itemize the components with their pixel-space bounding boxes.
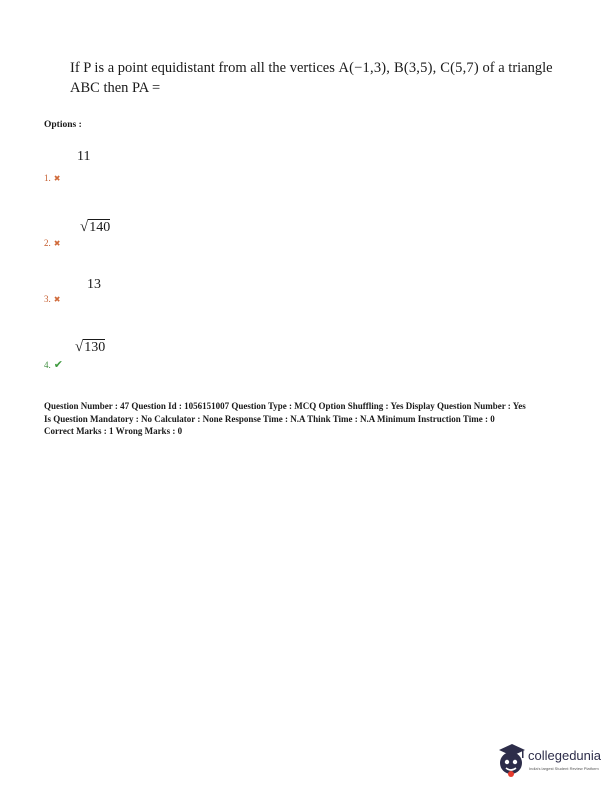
question-text-before: If P is a point equidistant from all the vertices bbox=[70, 60, 335, 76]
metadata-line-2: Is Question Mandatory : No Calculator : None Response Time : N.A Think Time : N.A Minimum Instruction Time : 0 bbox=[44, 413, 495, 424]
wrong-icon: ✖ bbox=[53, 174, 61, 183]
question-text-after: of a triangle bbox=[482, 60, 553, 76]
brand-name: collegedunia bbox=[528, 748, 602, 763]
option-1-row[interactable] bbox=[44, 173, 60, 183]
option-4-value bbox=[75, 339, 105, 356]
collegedunia-logo-icon bbox=[496, 742, 528, 778]
option-4-number: 4. bbox=[44, 360, 51, 370]
option-3-value-text: 13 bbox=[87, 277, 101, 292]
option-2-number: 2. bbox=[44, 238, 51, 248]
option-3-number: 3. bbox=[44, 294, 51, 304]
square-root-expression bbox=[75, 339, 105, 355]
radical-sign: √ bbox=[80, 219, 89, 235]
question-math-vertices: A(−1,3), B(3,5), C(5,7) bbox=[338, 60, 479, 76]
square-root-expression bbox=[80, 219, 110, 235]
option-4-value-text: 130 bbox=[84, 340, 106, 355]
wrong-icon: ✖ bbox=[53, 295, 61, 304]
option-1-number: 1. bbox=[44, 173, 51, 183]
option-2-value-text: 140 bbox=[89, 220, 111, 235]
option-1-value bbox=[77, 149, 90, 165]
question-text-line2: ABC then PA = bbox=[70, 80, 161, 96]
options-label: Options : bbox=[44, 120, 82, 130]
option-4-row[interactable] bbox=[44, 358, 63, 371]
brand-tagline: India's largest Student Review Platform bbox=[529, 766, 599, 771]
radical-sign: √ bbox=[75, 339, 84, 355]
wrong-icon: ✖ bbox=[53, 239, 61, 248]
check-icon: ✔ bbox=[53, 359, 63, 371]
option-3-row[interactable] bbox=[44, 294, 60, 304]
question-text bbox=[70, 58, 570, 98]
option-2-row[interactable] bbox=[44, 238, 60, 248]
option-2-value bbox=[80, 219, 110, 236]
option-3-value bbox=[87, 277, 101, 293]
metadata-line-1: Question Number : 47 Question Id : 1056151007 Question Type : MCQ Option Shuffling : Yes Display Question Number : Yes bbox=[44, 401, 526, 411]
option-1-value-text: 11 bbox=[77, 149, 91, 164]
question-metadata bbox=[44, 400, 584, 438]
metadata-line-3: Correct Marks : 1 Wrong Marks : 0 bbox=[44, 426, 183, 436]
